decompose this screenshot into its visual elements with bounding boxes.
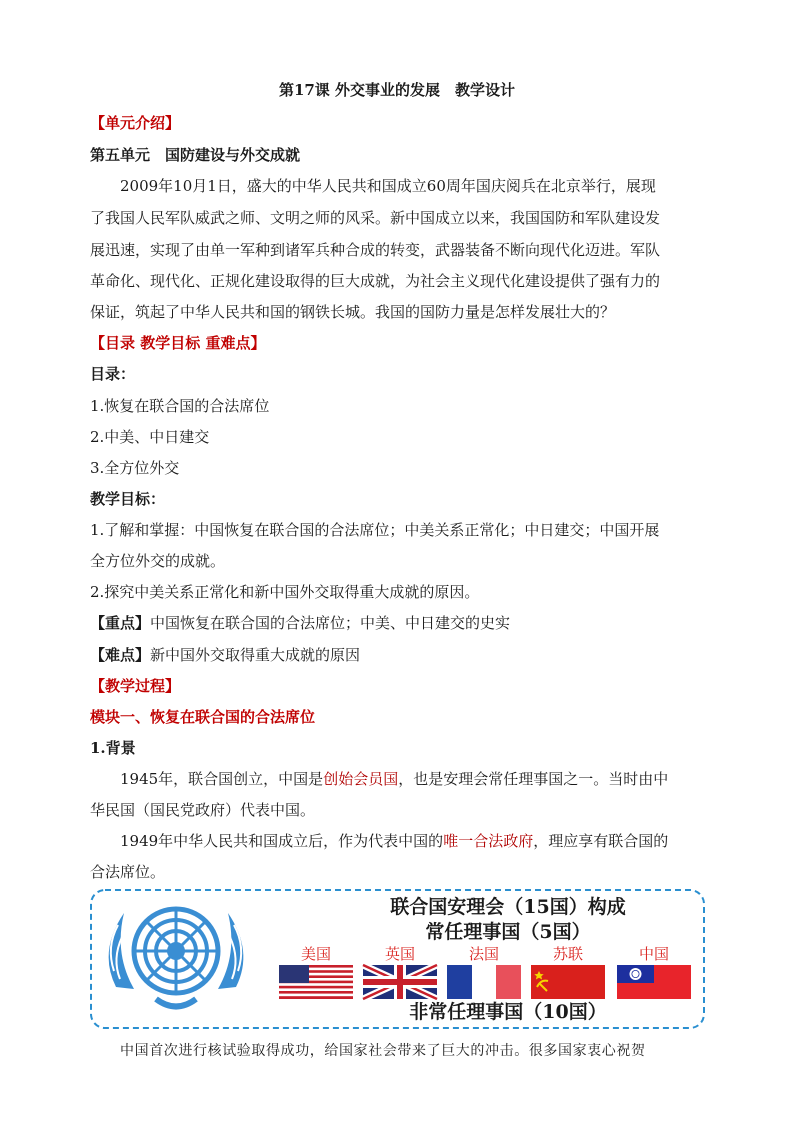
p1-text-a: 1945年，联合国创立，中国是 — [120, 770, 324, 788]
difficulty-text: 新中国外交取得重大成就的原因 — [150, 646, 361, 664]
us-flag-icon — [279, 965, 353, 999]
process-p2-line-1 — [120, 831, 668, 851]
un-security-council-figure — [90, 889, 705, 1029]
unit-title: 第五单元 国防建设与外交成就 — [90, 146, 301, 164]
toc-item-3: 3.全方位外交 — [90, 459, 180, 477]
country-label-uk: 英国 — [384, 945, 416, 963]
figure-caption: 中国首次进行核试验取得成功，给国家社会带来了巨大的冲击。很多国家衷心祝贺 — [120, 1043, 646, 1059]
difficulty-label: 【难点】 — [90, 646, 151, 664]
p1-text-b: ，也是安理会常任理事国之一。当时由中 — [398, 770, 669, 788]
goal-line-2: 全方位外交的成就。 — [90, 552, 226, 570]
p1-keyword: 创始会员国 — [323, 770, 399, 788]
process-heading: 【教学过程】 — [90, 677, 181, 695]
ussr-flag-icon — [531, 965, 605, 999]
toc-item-2: 2.中美、中日建交 — [90, 428, 210, 446]
intro-line-1: 2009年10月1日，盛大的中华人民共和国成立60周年国庆阅兵在北京举行，展现 — [120, 177, 656, 195]
key-text: 中国恢复在联合国的合法席位；中美、中日建交的史实 — [150, 614, 511, 632]
key-label: 【重点】 — [90, 614, 151, 632]
intro-line-5: 保证，筑起了中华人民共和国的钢铁长城。我国的国防力量是怎样发展壮大的？ — [90, 303, 616, 321]
toc-label: 目录： — [90, 365, 136, 383]
p2-text-a: 1949年中华人民共和国成立后，作为代表中国的 — [120, 832, 444, 850]
key-point — [90, 613, 510, 633]
lesson-title: 第17课 外交事业的发展 教学设计 — [278, 81, 516, 99]
figure-subtitle: 常任理事国（5国） — [425, 921, 591, 943]
module-title: 模块一、恢复在联合国的合法席位 — [90, 708, 316, 726]
intro-line-2: 了我国人民军队威武之师、文明之师的风采。新中国成立以来，我国国防和军队建设发 — [90, 209, 661, 227]
toc-heading: 【目录 教学目标 重难点】 — [90, 334, 266, 352]
p2-text-b: ，理应享有联合国的 — [533, 832, 669, 850]
goal-line-3: 2.探究中美关系正常化和新中国外交取得重大成就的原因。 — [90, 583, 480, 601]
country-label-fr: 法国 — [468, 945, 500, 963]
uk-flag-icon — [363, 965, 437, 999]
section-title: 1.背景 — [90, 739, 136, 757]
p2-keyword: 唯一合法政府 — [443, 832, 534, 850]
country-label-cn: 中国 — [638, 945, 670, 963]
intro-line-3: 展迅速，实现了由单一军种到诸军兵种合成的转变，武器装备不断向现代化迈进。军队 — [90, 241, 661, 259]
figure-title: 联合国安理会（15国）构成 — [390, 896, 626, 918]
unit-intro-heading: 【单元介绍】 — [90, 114, 181, 132]
difficulty-point — [90, 645, 360, 665]
fr-flag-icon — [447, 965, 521, 999]
country-label-ussr: 苏联 — [552, 945, 584, 963]
country-label-us: 美国 — [300, 945, 332, 963]
figure-footer: 非常任理事国（10国） — [409, 1001, 607, 1023]
roc-flag-icon — [617, 965, 691, 999]
process-p2-line-2: 合法席位。 — [90, 863, 166, 881]
process-p1-line-1 — [120, 769, 668, 789]
toc-item-1: 1.恢复在联合国的合法席位 — [90, 397, 270, 415]
goal-line-1: 1.了解和掌握：中国恢复在联合国的合法席位；中美关系正常化；中日建交；中国开展 — [90, 521, 660, 539]
process-p1-line-2: 华民国（国民党政府）代表中国。 — [90, 801, 316, 819]
intro-line-4: 革命化、现代化、正规化建设取得的巨大成就，为社会主义现代化建设提供了强有力的 — [90, 272, 661, 290]
goals-label: 教学目标： — [90, 490, 166, 508]
